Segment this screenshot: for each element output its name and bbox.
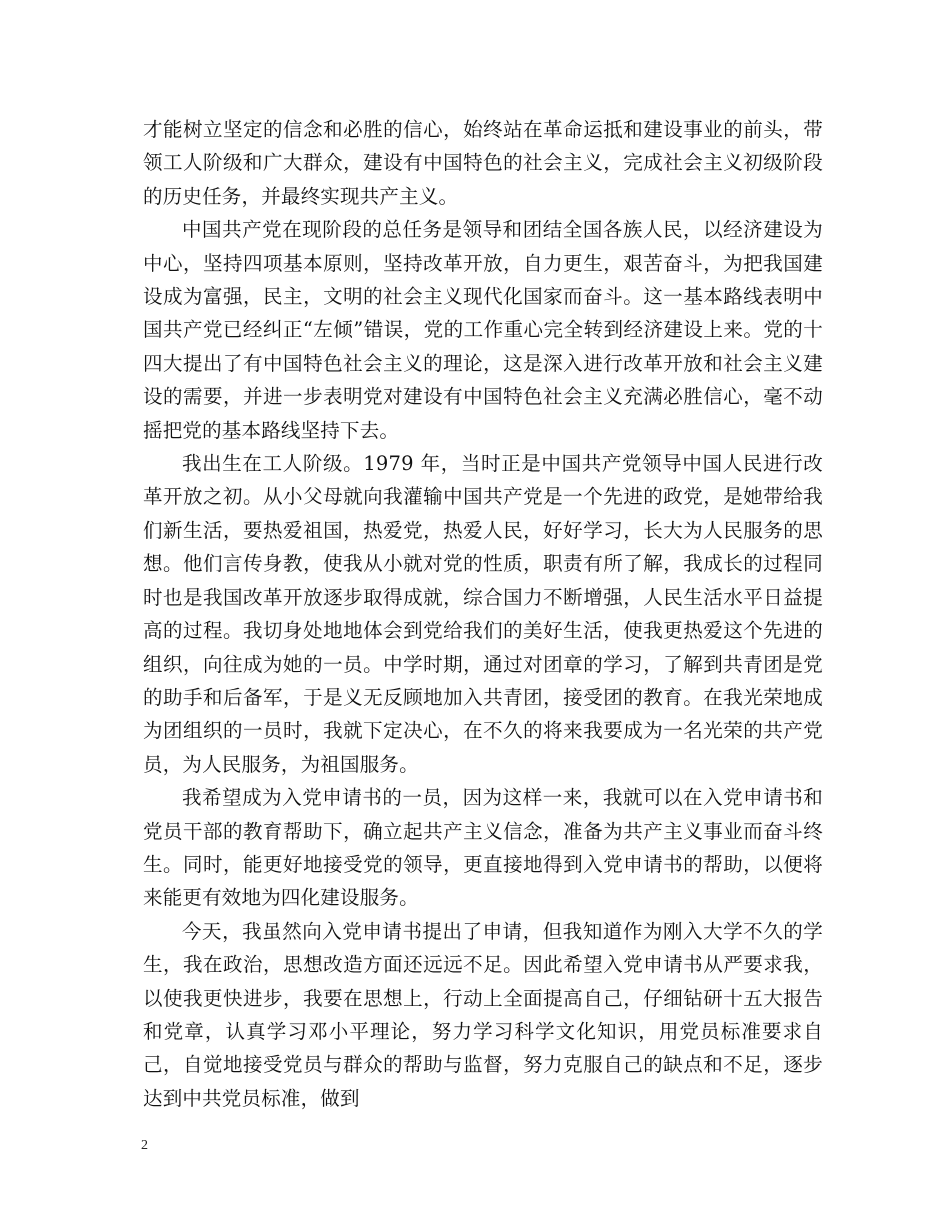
paragraph-1: 才能树立坚定的信念和必胜的信心，始终站在革命运抵和建设事业的前头，带领工人阶级和广大群众，建设有中国特色的社会主义，完成社会主义初级阶段的历史任务，并最终实现共产主义。 (143, 118, 823, 208)
paragraph-2: 中国共产党在现阶段的总任务是领导和团结全国各族人民，以经济建设为中心，坚持四项基本原则，坚持改革开放，自力更生，艰苦奋斗，为把我国建设成为富强，民主，文明的社会主义现代化国家而奋斗。这一基本路线表明中国共产党已经纠正“左倾”错误，党的工作重心完全转到经济建设上来。党的十四大提出了有中国特色社会主义的理论，这是深入进行改革开放和社会主义建设的需要，并进一步表明党对建设有中国特色社会主义充满必胜信心，毫不动摇把党的基本路线坚持下去。 (143, 218, 823, 442)
paragraph-5: 今天，我虽然向入党申请书提出了申请，但我知道作为刚入大学不久的学生，我在政治，思想改造方面还远远不足。因此希望入党申请书从严要求我，以使我更快进步，我要在思想上，行动上全面提高自己，仔细钻研十五大报告和党章，认真学习邓小平理论，努力学习科学文化知识，用党员标准要求自己，自觉地接受党员与群众的帮助与监督，努力克服自己的缺点和不足，逐步达到中共党员标准，做到 (143, 919, 823, 1110)
paragraph-4: 我希望成为入党申请书的一员，因为这样一来，我就可以在入党申请书和党员干部的教育帮助下，确立起共产主义信念，准备为共产主义事业而奋斗终生。同时，能更好地接受党的领导，更直接地得到入党申请书的帮助，以便将来能更有效地为四化建设服务。 (143, 786, 823, 910)
document-body (143, 113, 823, 1115)
paragraph-3: 我出生在工人阶级。1979 年，当时正是中国共产党领导中国人民进行改革开放之初。从小父母就向我灌输中国共产党是一个先进的政党，是她带给我们新生活，要热爱祖国，热爱党，热爱人民，好好学习，长大为人民服务的思想。他们言传身教，使我从小就对党的性质，职责有所了解，我成长的过程同时也是我国改革开放逐步取得成就，综合国力不断增强，人民生活水平日益提高的过程。我切身处地地体会到党给我们的美好生活，使我更热爱这个先进的组织，向往成为她的一员。中学时期，通过对团章的学习，了解到共青团是党的助手和后备军，于是义无反顾地加入共青团，接受团的教育。在我光荣地成为团组织的一员时，我就下定决心，在不久的将来我要成为一名光荣的共产党员，为人民服务，为祖国服务。 (143, 452, 823, 776)
page-number: 2 (141, 1138, 148, 1153)
